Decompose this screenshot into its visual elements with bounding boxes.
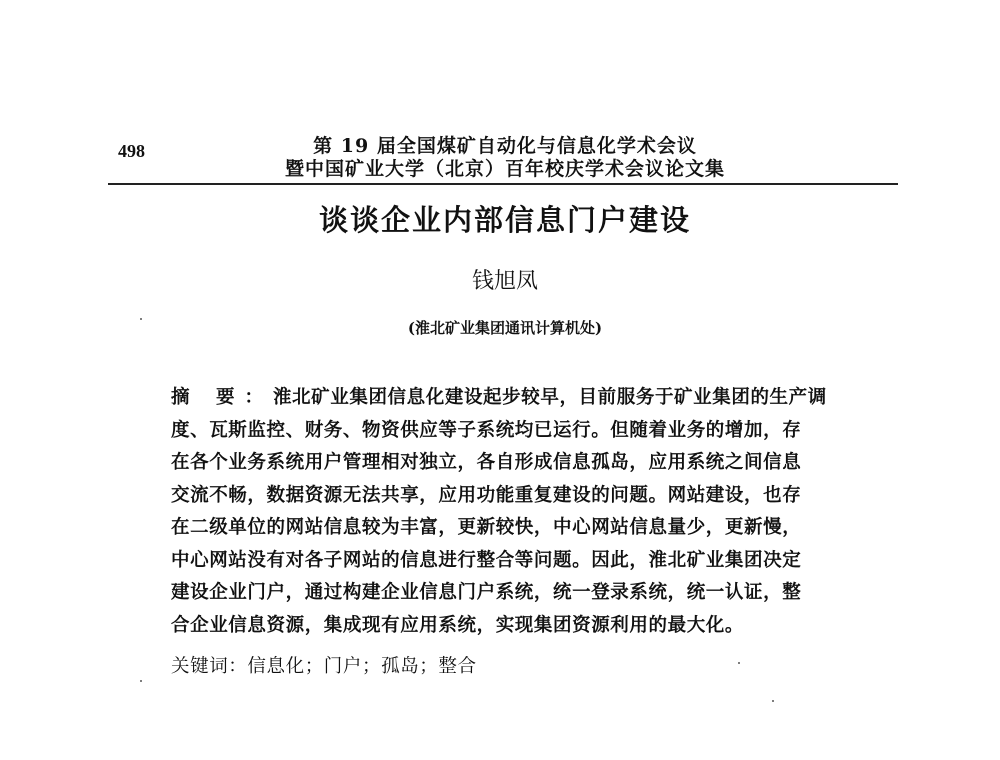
abstract <box>171 382 871 642</box>
keywords <box>171 651 477 683</box>
conference-header-line1: 第 19 届全国煤矿自动化与信息化学术会议 <box>313 135 697 157</box>
author-affiliation: (淮北矿业集团通讯计算机处) <box>407 319 603 337</box>
conference-header-line2: 暨中国矿业大学（北京）百年校庆学术会议论文集 <box>284 158 725 180</box>
abstract-line: 在二级单位的网站信息较为丰富，更新较快，中心网站信息量少，更新慢， <box>171 517 802 538</box>
abstract-line: 建设企业门户，通过构建企业信息门户系统，统一登录系统，统一认证，整 <box>171 582 802 603</box>
page-number: 498 <box>118 141 145 161</box>
abstract-line: 合企业信息资源，集成现有应用系统，实现集团资源利用的最大化。 <box>171 614 745 636</box>
abstract-line <box>171 382 871 415</box>
abstract-label: 摘 要： <box>171 387 273 408</box>
abstract-line: 度、瓦斯监控、财务、物资供应等子系统均已运行。但随着业务的增加，存 <box>171 419 802 441</box>
author-name: 钱旭凤 <box>471 269 538 294</box>
scan-speck <box>772 700 774 702</box>
scan-speck <box>140 318 142 320</box>
header-rule <box>108 183 898 185</box>
keywords-label: 关键词： <box>171 656 248 677</box>
keywords-text: 信息化；门户；孤岛；整合 <box>247 656 477 677</box>
abstract-line: 交流不畅，数据资源无法共享，应用功能重复建设的问题。网站建设，也存 <box>171 484 802 506</box>
abstract-text: 淮北矿业集团信息化建设起步较早，目前服务于矿业集团的生产调 <box>272 387 827 408</box>
scan-speck <box>140 680 142 682</box>
abstract-line: 在各个业务系统用户管理相对独立，各自形成信息孤岛，应用系统之间信息 <box>171 452 802 473</box>
paper-title: 谈谈企业内部信息门户建设 <box>318 203 691 237</box>
scan-speck <box>738 662 740 664</box>
abstract-line: 中心网站没有对各子网站的信息进行整合等问题。因此，淮北矿业集团决定 <box>171 549 802 571</box>
